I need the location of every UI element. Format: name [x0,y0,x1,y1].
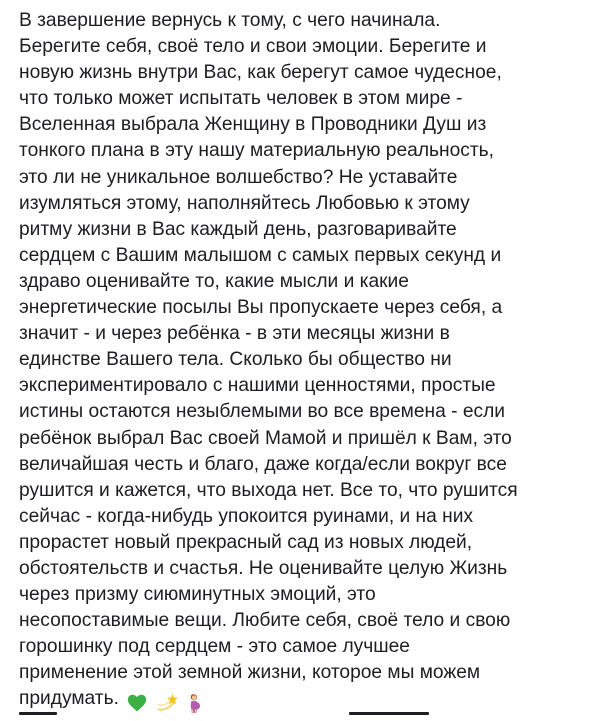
post-line: сейчас - когда-нибудь упокоится руинами, и на них [19,505,474,527]
post-text [19,8,594,713]
post-last-line [19,686,594,712]
post-line: несопоставимые вещи. Любите себя, своё тело и свою [19,610,511,632]
post-line: применение этой земной жизни, которое мы можем [19,662,481,684]
post-line: экспериментировало с нашими ценностями, простые [19,375,496,397]
post-line: через призму сиюминутных эмоций, это [19,584,376,606]
next-line-cut-off [19,712,579,721]
post-last-line-text: придумать. [19,688,119,710]
post-line: Вселенная выбрала Женщину в Проводники Душ из [19,114,487,136]
post-line: энергетические посылы Вы пропускаете через себя, а [19,297,503,319]
post-line: Берегите себя, своё тело и свои эмоции. Берегите и [19,36,487,58]
post-line: значит - и через ребёнка - в эти месяцы жизни в [19,323,450,345]
post-line: сердцем с Вашим малышом с самых первых секунд и [19,244,502,266]
post-line: горошинку под сердцем - это самое лучшее [19,636,410,658]
post-line: тонкого плана в эту нашу материальную реальность, [19,140,494,162]
post-line: истины остаются незыблемыми во все времена - если [19,401,506,423]
post-line: новую жизнь внутри Вас, как берегут самое чудесное, [19,62,502,84]
post-line: изумляться этому, наполняйтесь Любовью к этому [19,192,470,214]
post-lines [19,8,594,686]
post-line: это ли не уникальное волшебство? Не уставайте [19,166,458,188]
post-line: величайшая честь и благо, даже когда/если вокруг все [19,453,507,475]
post-line: ритму жизни в Вас каждый день, разговаривайте [19,218,457,240]
post-line: ребёнок выбрал Вас своей Мамой и пришёл к Вам, это [19,427,512,449]
post-line: рушится и кажется, что выхода нет. Все то, что рушится [19,479,518,501]
post-line: прорастет новый прекрасный сад из новых людей, [19,531,473,553]
post-line: обстоятельств и счастья. Не оценивайте целую Жизнь [19,557,508,579]
post-line: В завершение вернусь к тому, с чего начинала. [19,10,441,31]
post-line: единстве Вашего тела. Сколько бы общество ни [19,349,452,371]
post-line: что только может испытать человек в этом мире - [19,88,463,110]
post-line: здраво оценивайте то, какие мысли и какие [19,270,409,292]
